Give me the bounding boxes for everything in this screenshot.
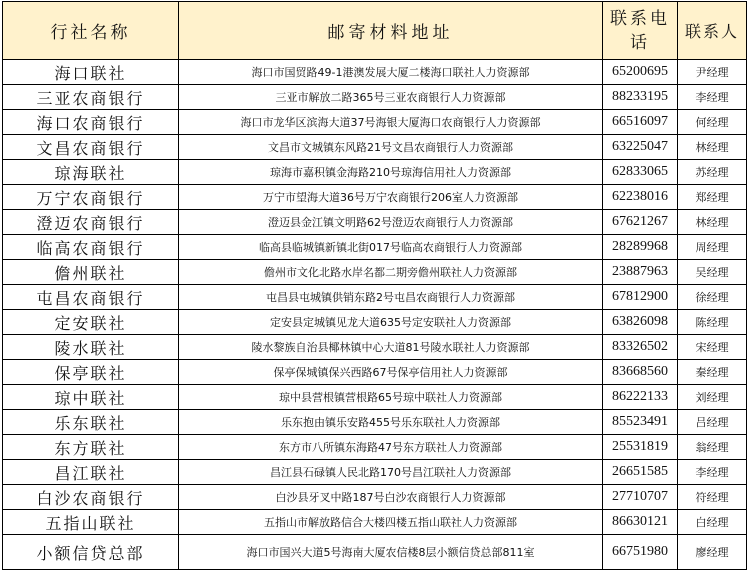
row-address: 海口市国兴大道5号海南大厦农信楼8层小额信贷总部811室 bbox=[179, 535, 603, 570]
row-name: 陵水联社 bbox=[3, 335, 179, 360]
row-address: 万宁市望海大道36号万宁农商银行206室人力资源部 bbox=[179, 185, 603, 210]
row-name: 澄迈农商银行 bbox=[3, 210, 179, 235]
row-contact: 周经理 bbox=[678, 235, 747, 260]
row-phone: 28289968 bbox=[603, 235, 678, 260]
table-body bbox=[3, 60, 747, 570]
row-name: 三亚农商银行 bbox=[3, 85, 179, 110]
table-row bbox=[3, 135, 747, 160]
row-phone: 83326502 bbox=[603, 335, 678, 360]
row-name: 儋州联社 bbox=[3, 260, 179, 285]
table-row bbox=[3, 160, 747, 185]
table-row bbox=[3, 385, 747, 410]
row-phone: 85523491 bbox=[603, 410, 678, 435]
row-contact: 宋经理 bbox=[678, 335, 747, 360]
row-contact: 秦经理 bbox=[678, 360, 747, 385]
row-phone: 26651585 bbox=[603, 460, 678, 485]
row-contact: 尹经理 bbox=[678, 60, 747, 85]
row-address: 五指山市解放路信合大楼四楼五指山联社人力资源部 bbox=[179, 510, 603, 535]
row-name: 乐东联社 bbox=[3, 410, 179, 435]
row-name: 屯昌农商银行 bbox=[3, 285, 179, 310]
row-address: 海口市国贸路49-1港澳发展大厦二楼海口联社人力资源部 bbox=[179, 60, 603, 85]
row-name: 定安联社 bbox=[3, 310, 179, 335]
row-contact: 郑经理 bbox=[678, 185, 747, 210]
row-contact: 白经理 bbox=[678, 510, 747, 535]
row-contact: 廖经理 bbox=[678, 535, 747, 570]
row-contact: 林经理 bbox=[678, 210, 747, 235]
row-name: 琼海联社 bbox=[3, 160, 179, 185]
row-phone: 86222133 bbox=[603, 385, 678, 410]
row-phone: 63826098 bbox=[603, 310, 678, 335]
header-name: 行社名称 bbox=[3, 2, 179, 60]
table-row bbox=[3, 535, 747, 570]
row-phone: 88233195 bbox=[603, 85, 678, 110]
row-contact: 徐经理 bbox=[678, 285, 747, 310]
table-row bbox=[3, 235, 747, 260]
table-row bbox=[3, 210, 747, 235]
row-phone: 67812900 bbox=[603, 285, 678, 310]
row-address: 文昌市文城镇东风路21号文昌农商银行人力资源部 bbox=[179, 135, 603, 160]
contact-table bbox=[2, 1, 747, 570]
table-row bbox=[3, 60, 747, 85]
table-row bbox=[3, 110, 747, 135]
row-name: 临高农商银行 bbox=[3, 235, 179, 260]
row-name: 白沙农商银行 bbox=[3, 485, 179, 510]
table-row bbox=[3, 310, 747, 335]
row-contact: 吴经理 bbox=[678, 260, 747, 285]
row-address: 琼中县营根镇营根路65号琼中联社人力资源部 bbox=[179, 385, 603, 410]
row-contact: 李经理 bbox=[678, 85, 747, 110]
header-address: 邮寄材料地址 bbox=[179, 2, 603, 60]
table-row bbox=[3, 360, 747, 385]
row-address: 澄迈县金江镇文明路62号澄迈农商银行人力资源部 bbox=[179, 210, 603, 235]
row-phone: 65200695 bbox=[603, 60, 678, 85]
table-row bbox=[3, 460, 747, 485]
row-phone: 62238016 bbox=[603, 185, 678, 210]
row-contact: 何经理 bbox=[678, 110, 747, 135]
row-contact: 吕经理 bbox=[678, 410, 747, 435]
table-row bbox=[3, 185, 747, 210]
row-phone: 25531819 bbox=[603, 435, 678, 460]
table-row bbox=[3, 510, 747, 535]
row-name: 万宁农商银行 bbox=[3, 185, 179, 210]
row-phone: 83668560 bbox=[603, 360, 678, 385]
row-contact: 符经理 bbox=[678, 485, 747, 510]
row-contact: 刘经理 bbox=[678, 385, 747, 410]
table-header-row bbox=[3, 2, 747, 60]
table-row bbox=[3, 335, 747, 360]
row-address: 定安县定城镇见龙大道635号定安联社人力资源部 bbox=[179, 310, 603, 335]
row-contact: 翁经理 bbox=[678, 435, 747, 460]
row-name: 保亭联社 bbox=[3, 360, 179, 385]
table-row bbox=[3, 85, 747, 110]
row-phone: 86630121 bbox=[603, 510, 678, 535]
row-phone: 27710707 bbox=[603, 485, 678, 510]
row-name: 琼中联社 bbox=[3, 385, 179, 410]
row-address: 白沙县牙叉中路187号白沙农商银行人力资源部 bbox=[179, 485, 603, 510]
header-phone: 联系电话 bbox=[603, 2, 678, 60]
row-address: 昌江县石碌镇人民北路170号昌江联社人力资源部 bbox=[179, 460, 603, 485]
row-name: 东方联社 bbox=[3, 435, 179, 460]
row-name: 小额信贷总部 bbox=[3, 535, 179, 570]
row-address: 临高县临城镇新镇北街017号临高农商银行人力资源部 bbox=[179, 235, 603, 260]
table-row bbox=[3, 260, 747, 285]
row-contact: 苏经理 bbox=[678, 160, 747, 185]
row-name: 海口联社 bbox=[3, 60, 179, 85]
row-address: 屯昌县屯城镇供销东路2号屯昌农商银行人力资源部 bbox=[179, 285, 603, 310]
row-phone: 23887963 bbox=[603, 260, 678, 285]
row-address: 儋州市文化北路水岸名都二期旁儋州联社人力资源部 bbox=[179, 260, 603, 285]
row-address: 陵水黎族自治县椰林镇中心大道81号陵水联社人力资源部 bbox=[179, 335, 603, 360]
row-name: 海口农商银行 bbox=[3, 110, 179, 135]
row-phone: 62833065 bbox=[603, 160, 678, 185]
row-address: 三亚市解放二路365号三亚农商银行人力资源部 bbox=[179, 85, 603, 110]
row-name: 文昌农商银行 bbox=[3, 135, 179, 160]
row-phone: 63225047 bbox=[603, 135, 678, 160]
row-contact: 林经理 bbox=[678, 135, 747, 160]
row-phone: 67621267 bbox=[603, 210, 678, 235]
table-row bbox=[3, 410, 747, 435]
row-contact: 李经理 bbox=[678, 460, 747, 485]
row-address: 琼海市嘉积镇金海路210号琼海信用社人力资源部 bbox=[179, 160, 603, 185]
row-address: 乐东抱由镇乐安路455号乐东联社人力资源部 bbox=[179, 410, 603, 435]
row-phone: 66751980 bbox=[603, 535, 678, 570]
row-contact: 陈经理 bbox=[678, 310, 747, 335]
header-contact: 联系人 bbox=[678, 2, 747, 60]
row-address: 保亭保城镇保兴西路67号保亭信用社人力资源部 bbox=[179, 360, 603, 385]
row-name: 昌江联社 bbox=[3, 460, 179, 485]
row-address: 海口市龙华区滨海大道37号海银大厦海口农商银行人力资源部 bbox=[179, 110, 603, 135]
table-row bbox=[3, 435, 747, 460]
table-row bbox=[3, 485, 747, 510]
row-address: 东方市八所镇东海路47号东方联社人力资源部 bbox=[179, 435, 603, 460]
row-name: 五指山联社 bbox=[3, 510, 179, 535]
table-row bbox=[3, 285, 747, 310]
row-phone: 66516097 bbox=[603, 110, 678, 135]
